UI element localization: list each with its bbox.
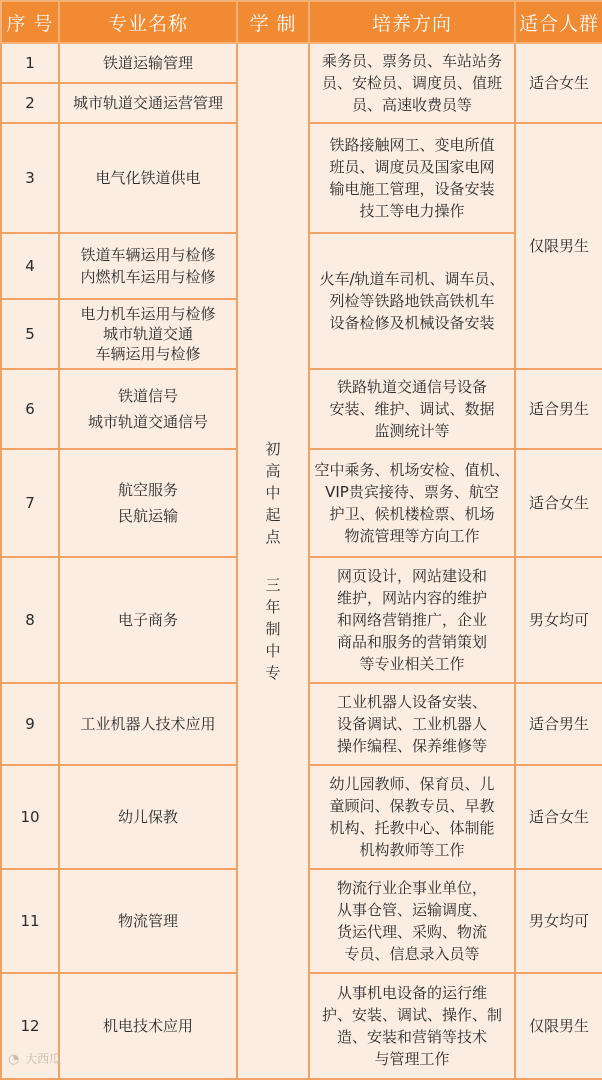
direction-line: 专员、信息录入员等 <box>344 945 480 963</box>
audience-cell: 适合女生 <box>515 43 602 123</box>
major-name-line: 城市轨道交通 <box>102 325 193 343</box>
major-name-line: 电气化铁道供电 <box>95 169 201 187</box>
direction-line: 机构、托教中心、体制能 <box>329 819 495 837</box>
major-name-line: 机电技术应用 <box>102 1017 193 1035</box>
audience-cell: 男女均可 <box>515 557 602 683</box>
direction-cell <box>309 765 515 869</box>
direction-line: 员、高速收费员等 <box>351 96 472 114</box>
direction-line: 空中乘务、机场安检、值机、 <box>314 461 510 479</box>
seq-cell: 2 <box>1 83 59 123</box>
direction-line: 输电施工管理，设备安装 <box>329 180 495 198</box>
major-name-cell <box>59 299 237 369</box>
major-name-line: 城市轨道交通信号 <box>87 413 208 431</box>
major-name-cell <box>59 449 237 557</box>
direction-line: 货运代理、采购、物流 <box>336 923 487 941</box>
direction-cell <box>309 233 515 369</box>
direction-cell <box>309 973 515 1079</box>
major-name-cell <box>59 233 237 299</box>
direction-line: 员、安检员、调度员、值班 <box>321 74 502 92</box>
header-seq: 序 号 <box>1 1 59 43</box>
direction-line: VIP贵宾接待、票务、航空 <box>325 483 499 501</box>
direction-line: 设备调试、工业机器人 <box>336 715 487 733</box>
audience-cell: 适合女生 <box>515 765 602 869</box>
direction-line: 物流管理等方向工作 <box>344 527 480 545</box>
direction-line: 列检等铁路地铁高铁机车 <box>329 292 495 310</box>
major-name-line: 工业机器人技术应用 <box>80 715 216 733</box>
direction-line: 等专业相关工作 <box>359 655 465 673</box>
major-name-cell <box>59 369 237 449</box>
major-name-line: 幼儿保教 <box>117 808 178 826</box>
direction-line: 与管理工作 <box>374 1050 450 1068</box>
direction-line: 铁路接触网工、变电所值 <box>329 136 495 154</box>
direction-line: 操作编程、保养维修等 <box>336 737 487 755</box>
direction-line: 幼儿园教师、保育员、儿 <box>329 775 495 793</box>
direction-line: 监测统计等 <box>374 422 450 440</box>
major-name-cell <box>59 123 237 233</box>
direction-line: 商品和服务的营销策划 <box>336 633 487 651</box>
direction-cell <box>309 369 515 449</box>
direction-cell <box>309 557 515 683</box>
direction-line: 火车/轨道车司机、调车员、 <box>319 270 505 288</box>
major-name-line: 民航运输 <box>117 507 178 525</box>
direction-line: 安装、维护、调试、数据 <box>329 400 495 418</box>
direction-line: 童顾问、保教专员、早教 <box>329 797 495 815</box>
audience-cell: 适合男生 <box>515 369 602 449</box>
direction-line: 工业机器人设备安装、 <box>336 693 487 711</box>
audience-cell: 仅限男生 <box>515 973 602 1079</box>
direction-line: 维护，网站内容的维护 <box>336 589 487 607</box>
major-name-line: 物流管理 <box>117 912 178 930</box>
direction-line: 从事机电设备的运行维 <box>336 984 487 1002</box>
direction-line: 造、安装和营销等技术 <box>336 1028 487 1046</box>
direction-line: 物流行业企事业单位， <box>336 879 487 897</box>
seq-cell: 4 <box>1 233 59 299</box>
major-name-line: 铁道运输管理 <box>102 54 193 72</box>
direction-line: 和网络营销推广，企业 <box>336 611 487 629</box>
header-direction: 培养方向 <box>309 1 515 43</box>
major-name-cell <box>59 683 237 765</box>
watermark <box>8 1050 61 1067</box>
direction-cell <box>309 449 515 557</box>
major-name-line: 内燃机车运用与检修 <box>80 268 216 286</box>
major-name-cell <box>59 765 237 869</box>
seq-cell: 9 <box>1 683 59 765</box>
major-name-cell <box>59 869 237 973</box>
major-name-line: 电力机车运用与检修 <box>80 305 216 323</box>
direction-cell <box>309 869 515 973</box>
direction-cell <box>309 683 515 765</box>
seq-cell: 7 <box>1 449 59 557</box>
audience-cell: 仅限男生 <box>515 123 602 369</box>
seq-cell: 12 <box>1 973 59 1079</box>
direction-line: 护卫、候机楼检票、机场 <box>329 505 495 523</box>
major-name-line: 铁道车辆运用与检修 <box>80 246 216 264</box>
header-duration: 学 制 <box>237 1 309 43</box>
header-major-name: 专业名称 <box>59 1 237 43</box>
major-name-cell <box>59 973 237 1079</box>
seq-cell: 8 <box>1 557 59 683</box>
major-name-line: 航空服务 <box>117 481 178 499</box>
table-row <box>1 43 602 83</box>
direction-line: 技工等电力操作 <box>359 202 465 220</box>
header-row <box>1 1 602 43</box>
seq-cell: 3 <box>1 123 59 233</box>
major-name-line: 车辆运用与检修 <box>95 345 201 363</box>
duration-part1: 初高中起点 <box>265 440 281 546</box>
major-name-cell <box>59 83 237 123</box>
direction-line: 网页设计，网站建设和 <box>336 567 487 585</box>
seq-cell: 11 <box>1 869 59 973</box>
header-audience: 适合人群 <box>515 1 602 43</box>
direction-cell <box>309 43 515 123</box>
seq-cell: 10 <box>1 765 59 869</box>
audience-cell: 适合男生 <box>515 683 602 765</box>
duration-cell <box>237 43 309 1079</box>
direction-line: 设备检修及机械设备安装 <box>329 314 495 332</box>
major-name-line: 电子商务 <box>117 611 178 629</box>
audience-cell: 适合女生 <box>515 449 602 557</box>
seq-cell: 6 <box>1 369 59 449</box>
major-name-cell <box>59 557 237 683</box>
direction-cell <box>309 123 515 233</box>
major-name-cell <box>59 43 237 83</box>
watermark-logo-icon: ◔ <box>8 1052 20 1067</box>
duration-part2: 三年制中专 <box>265 576 281 682</box>
major-name-line: 城市轨道交通运营管理 <box>72 94 223 112</box>
direction-line: 从事仓管、运输调度、 <box>336 901 487 919</box>
direction-line: 铁路轨道交通信号设备 <box>336 378 487 396</box>
seq-cell: 5 <box>1 299 59 369</box>
direction-line: 机构教师等工作 <box>359 841 465 859</box>
seq-cell: 1 <box>1 43 59 83</box>
watermark-text: 大西瓜 <box>25 1052 62 1066</box>
major-name-line: 铁道信号 <box>117 387 178 405</box>
direction-line: 班员、调度员及国家电网 <box>329 158 495 176</box>
direction-line: 护、安装、调试、操作、制 <box>321 1006 502 1024</box>
audience-cell: 男女均可 <box>515 869 602 973</box>
direction-line: 乘务员、票务员、车站站务 <box>321 52 502 70</box>
